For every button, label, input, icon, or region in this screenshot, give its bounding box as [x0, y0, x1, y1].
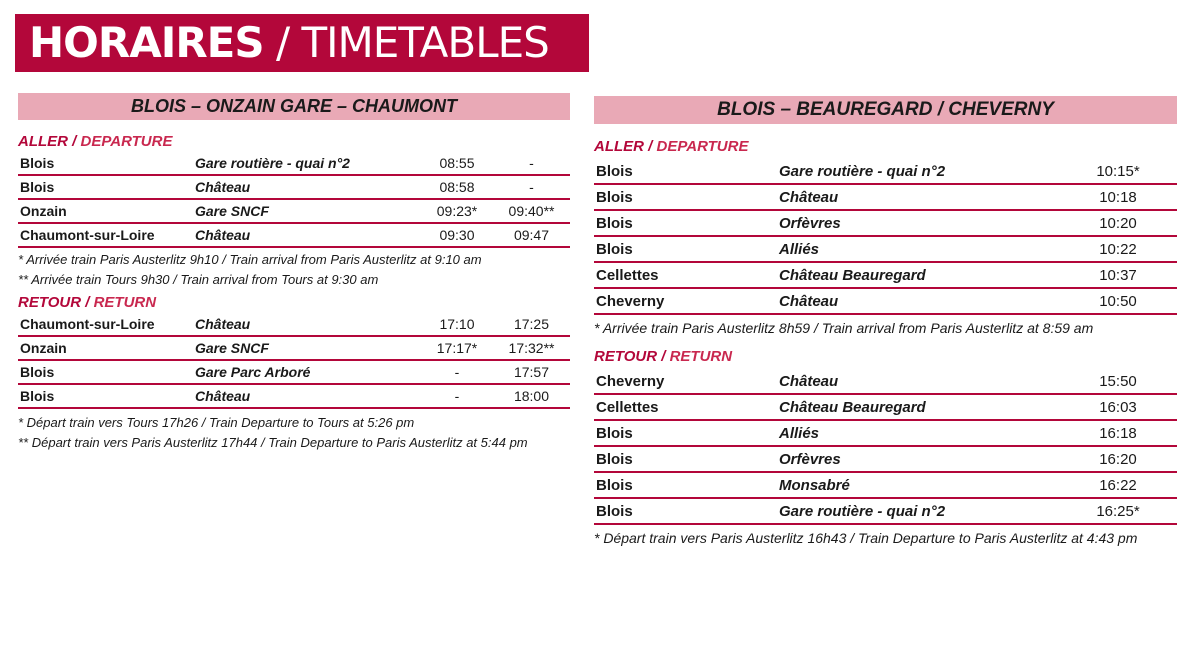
retour-sep: /	[657, 348, 670, 365]
stop-cell: Gare routière - quai n°2	[777, 159, 1059, 184]
aller-label-en: DEPARTURE	[656, 138, 749, 155]
time-cell-1: 10:37	[1059, 262, 1177, 288]
time-cell-1: 10:20	[1059, 210, 1177, 236]
aller-label-fr: ALLER	[18, 133, 68, 150]
table-row	[18, 175, 570, 199]
time-cell-2: 17:57	[493, 360, 570, 384]
table-row	[18, 360, 570, 384]
city-cell: Blois	[594, 159, 777, 184]
time-cell-1: 08:58	[421, 175, 493, 199]
time-cell-1: 16:03	[1059, 394, 1177, 420]
city-cell: Blois	[594, 420, 777, 446]
city-cell: Blois	[594, 446, 777, 472]
time-cell-2: -	[493, 152, 570, 175]
retour-notes	[594, 527, 1177, 549]
time-cell-1: 17:17*	[421, 336, 493, 360]
time-cell-1: 10:22	[1059, 236, 1177, 262]
footnote: ** Arrivée train Tours 9h30 / Train arrival from Tours at 9:30 am	[18, 272, 379, 287]
stop-cell: Château	[777, 288, 1059, 314]
time-cell-1: -	[421, 384, 493, 408]
table-row	[594, 369, 1177, 394]
time-cell-1: 16:25*	[1059, 498, 1177, 524]
retour-label-fr: RETOUR	[594, 348, 658, 365]
time-cell-1: 16:22	[1059, 472, 1177, 498]
aller-label-fr: ALLER	[594, 138, 644, 155]
retour-sep: /	[81, 294, 94, 311]
stop-cell: Gare routière - quai n°2	[777, 498, 1059, 524]
table-row	[594, 210, 1177, 236]
aller-sep: /	[68, 133, 81, 150]
stop-cell: Alliés	[777, 420, 1059, 446]
page-title	[15, 14, 589, 72]
city-cell: Blois	[18, 384, 193, 408]
time-cell-1: 17:10	[421, 313, 493, 336]
retour-notes	[18, 413, 570, 453]
retour-label-en: RETURN	[93, 294, 157, 311]
city-cell: Blois	[594, 472, 777, 498]
table-row	[594, 446, 1177, 472]
retour-label-fr: RETOUR	[18, 294, 82, 311]
time-cell-2: 17:25	[493, 313, 570, 336]
time-cell-1: 16:20	[1059, 446, 1177, 472]
stop-cell: Château	[193, 313, 421, 336]
time-cell-2: -	[493, 175, 570, 199]
table-row	[594, 288, 1177, 314]
footnote: * Départ train vers Tours 17h26 / Train Departure to Tours at 5:26 pm	[18, 415, 415, 430]
time-cell-2: 09:40**	[493, 199, 570, 223]
table-row	[594, 262, 1177, 288]
time-cell-2: 17:32**	[493, 336, 570, 360]
route-blois-cheverny	[594, 96, 1177, 549]
city-cell: Blois	[18, 360, 193, 384]
stop-cell: Gare SNCF	[193, 199, 421, 223]
stop-cell: Château Beauregard	[777, 394, 1059, 420]
retour-label-en: RETURN	[669, 348, 733, 365]
city-cell: Blois	[594, 236, 777, 262]
time-cell-2: 09:47	[493, 223, 570, 247]
table-row	[18, 313, 570, 336]
table-row	[594, 159, 1177, 184]
table-row	[594, 184, 1177, 210]
stop-cell: Gare routière - quai n°2	[193, 152, 421, 175]
city-cell: Blois	[18, 152, 193, 175]
stop-cell: Orfèvres	[777, 210, 1059, 236]
retour-heading	[18, 294, 570, 311]
aller-notes	[594, 317, 1177, 339]
aller-label-en: DEPARTURE	[80, 133, 173, 150]
retour-timetable	[18, 313, 570, 409]
time-cell-2: 18:00	[493, 384, 570, 408]
table-row	[18, 152, 570, 175]
footnote: * Arrivée train Paris Austerlitz 9h10 / Train arrival from Paris Austerlitz at 9:10 am	[18, 252, 482, 267]
route-blois-chaumont	[18, 93, 570, 453]
aller-timetable	[594, 159, 1177, 315]
city-cell: Cellettes	[594, 262, 777, 288]
table-row	[594, 472, 1177, 498]
table-row	[18, 199, 570, 223]
stop-cell: Château	[777, 184, 1059, 210]
city-cell: Blois	[594, 210, 777, 236]
stop-cell: Château	[193, 223, 421, 247]
city-cell: Cellettes	[594, 394, 777, 420]
city-cell: Blois	[18, 175, 193, 199]
stop-cell: Château	[777, 369, 1059, 394]
time-cell-1: 10:50	[1059, 288, 1177, 314]
aller-heading	[18, 133, 570, 150]
city-cell: Blois	[594, 498, 777, 524]
title-english: / TIMETABLES	[263, 18, 549, 67]
city-cell: Cheverny	[594, 369, 777, 394]
time-cell-1: 10:15*	[1059, 159, 1177, 184]
city-cell: Chaumont-sur-Loire	[18, 223, 193, 247]
city-cell: Onzain	[18, 336, 193, 360]
route-title: BLOIS – ONZAIN GARE – CHAUMONT	[18, 93, 570, 120]
footnote: * Arrivée train Paris Austerlitz 8h59 / Train arrival from Paris Austerlitz at 8:59 am	[594, 320, 1094, 336]
table-row	[594, 498, 1177, 524]
aller-sep: /	[644, 138, 657, 155]
time-cell-1: 08:55	[421, 152, 493, 175]
city-cell: Blois	[594, 184, 777, 210]
footnote: * Départ train vers Paris Austerlitz 16h43 / Train Departure to Paris Austerlitz at 4:43 pm	[594, 530, 1138, 546]
route-title: BLOIS – BEAUREGARD / CHEVERNY	[594, 96, 1177, 124]
table-row	[18, 336, 570, 360]
time-cell-1: 10:18	[1059, 184, 1177, 210]
footnote: ** Départ train vers Paris Austerlitz 17h44 / Train Departure to Paris Austerlitz at 5:44 pm	[18, 435, 528, 450]
stop-cell: Gare Parc Arboré	[193, 360, 421, 384]
stop-cell: Château	[193, 175, 421, 199]
city-cell: Chaumont-sur-Loire	[18, 313, 193, 336]
aller-timetable	[18, 152, 570, 248]
city-cell: Onzain	[18, 199, 193, 223]
retour-heading	[594, 348, 1177, 365]
time-cell-1: 15:50	[1059, 369, 1177, 394]
table-row	[18, 223, 570, 247]
retour-timetable	[594, 369, 1177, 525]
table-row	[18, 384, 570, 408]
title-french: HORAIRES	[29, 18, 264, 67]
stop-cell: Alliés	[777, 236, 1059, 262]
aller-notes	[18, 250, 570, 290]
stop-cell: Château	[193, 384, 421, 408]
stop-cell: Château Beauregard	[777, 262, 1059, 288]
time-cell-1: 16:18	[1059, 420, 1177, 446]
stop-cell: Monsabré	[777, 472, 1059, 498]
city-cell: Cheverny	[594, 288, 777, 314]
time-cell-1: 09:30	[421, 223, 493, 247]
time-cell-1: -	[421, 360, 493, 384]
aller-heading	[594, 138, 1177, 155]
stop-cell: Orfèvres	[777, 446, 1059, 472]
time-cell-1: 09:23*	[421, 199, 493, 223]
table-row	[594, 420, 1177, 446]
table-row	[594, 394, 1177, 420]
stop-cell: Gare SNCF	[193, 336, 421, 360]
table-row	[594, 236, 1177, 262]
